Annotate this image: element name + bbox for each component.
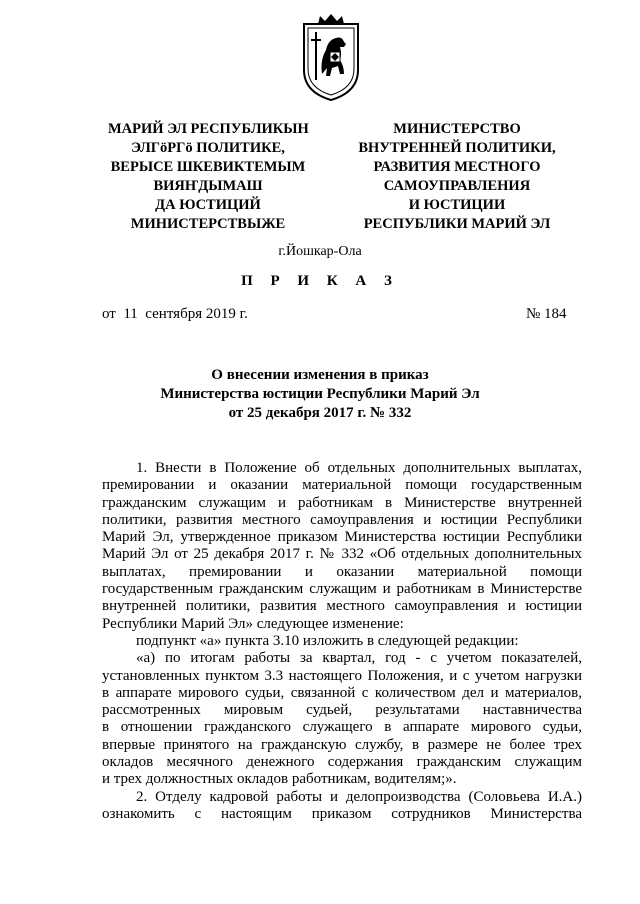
ministry-name-russian-line: И ЮСТИЦИИ [408, 197, 506, 213]
body-line: впервые принятого на гражданскую службу, в размере не более трех [102, 736, 582, 753]
ministry-name-mari-line: ЭЛГӧРГӧ ПОЛИТИКЕ, [131, 140, 285, 156]
order-subject [0, 366, 640, 423]
ministry-name-russian-line: САМОУПРАВЛЕНИЯ [383, 178, 531, 194]
order-number: № 184 [526, 306, 567, 322]
ministry-name-russian-line: РАЗВИТИЯ МЕСТНОГО [373, 159, 541, 175]
body-line: в отношении гражданского служащего в аппарате мирового судьи, [102, 719, 582, 736]
body-line: гражданским служащим и работникам в Министерстве внутренней [102, 494, 582, 511]
body-line: рассмотренных мировым судьей, результатами наставничества [102, 702, 582, 719]
body-line: в аппарате мирового судьи, связанной с количеством дел и материалов, [102, 684, 582, 701]
order-title: П Р И К А З [241, 273, 399, 289]
ministry-name-russian-line: РЕСПУБЛИКИ МАРИЙ ЭЛ [363, 216, 551, 232]
ministry-name-russian-line: МИНИСТЕРСТВО [393, 121, 521, 137]
order-subject-line: от 25 декабря 2017 г. № 332 [228, 405, 412, 421]
body-line: внутренней политики, развития местного самоуправления и юстиции [102, 598, 582, 615]
ministry-name-mari [108, 120, 308, 234]
body-line: 2. Отделу кадровой работы и делопроизводства (Соловьева И.А.) [136, 788, 582, 805]
body-line: «а) по итогам работы за квартал, год - с учетом показателей, [136, 650, 582, 667]
order-subject-line: Министерства юстиции Республики Марий Эл [160, 386, 480, 402]
city-name: г.Йошкар-Ола [278, 244, 362, 259]
order-date: от 11 сентября 2019 г. [102, 306, 248, 322]
order-subject-line: О внесении изменения в приказ [211, 367, 429, 383]
body-line: Марий Эл от 25 декабря 2017 г. № 332 «Об отдельных дополнительных [102, 546, 582, 563]
body-line: политики, развития местного самоуправления и юстиции Республики [102, 511, 582, 528]
order-body [102, 460, 582, 823]
body-line: государственным гражданским служащим и работникам в Министерстве [102, 581, 582, 598]
ministry-name-mari-line: ВИЯҤДЫМАШ [153, 178, 263, 194]
body-line: премировании и оказании материальной помощи государственным [102, 477, 582, 494]
ministry-name-mari-line: ВЕРЫСЕ ШКЕВИКТЕМЫМ [110, 159, 306, 175]
body-line: выплатах, премировании и оказании материальной помощи [102, 563, 582, 580]
body-line: 1. Внести в Положение об отдельных дополнительных выплатах, [136, 460, 582, 476]
coat-of-arms-emblem [300, 14, 362, 102]
body-line: Республики Марий Эл» следующее изменение: [102, 615, 404, 632]
body-line: и трех должностных окладов работникам, водителям;». [102, 771, 457, 788]
body-line: ознакомить с настоящим приказом сотрудников Министерства [102, 805, 582, 822]
ministry-name-russian-line: ВНУТРЕННЕЙ ПОЛИТИКИ, [358, 140, 556, 156]
body-line: подпункт «а» пункта 3.10 изложить в следующей редакции: [136, 632, 519, 649]
ministry-name-mari-line: МАРИЙ ЭЛ РЕСПУБЛИКЫН [108, 121, 309, 137]
ministry-name-mari-line: ДА ЮСТИЦИЙ [155, 197, 261, 213]
body-line: окладов месячного денежного содержания гражданским служащим [102, 754, 582, 771]
body-line: установленных пунктом 3.3 настоящего Положения, и с учетом нагрузки [102, 667, 582, 684]
ministry-name-mari-line: МИНИСТЕРСТВЫЖЕ [130, 216, 286, 232]
body-line: Марий Эл, утвержденное приказом Министерства юстиции Республики [102, 529, 582, 546]
ministry-name-russian [352, 120, 562, 234]
